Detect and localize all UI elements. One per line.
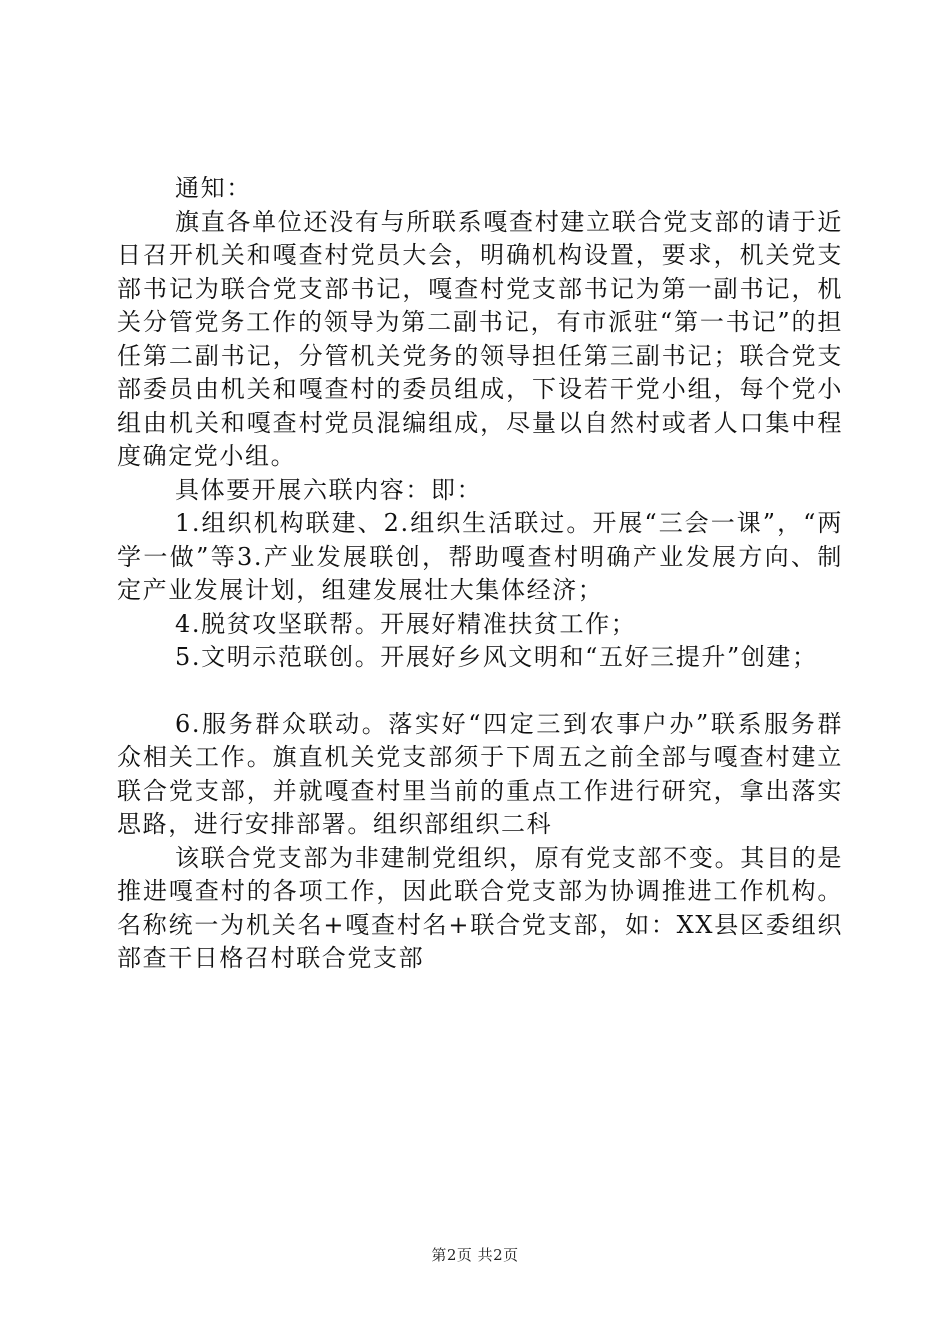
page-footer: 第2页 共2页 (431, 1246, 519, 1264)
list-item-4: 4.脱贫攻坚联帮。开展好精准扶贫工作； (175, 609, 637, 638)
document-body (117, 172, 843, 976)
list-item-1-3: 1.组织机构联建、2.组织生活联过。开展“三会一课”，“两学一做”等3.产业发展联创，帮助嘎查村明确产业发展方向、制定产业发展计划，组建发展壮大集体经济； (117, 509, 843, 604)
list-item-6: 6.服务群众联动。落实好“四定三到农事户办”联系服务群众相关工作。旗直机关党支部须于下周五之前全部与嘎查村建立联合党支部，并就嘎查村里当前的重点工作进行研究，拿出落实思路，进行安排部署。组织部组织二科 (117, 709, 843, 838)
paragraph-requirements: 旗直各单位还没有与所联系嘎查村建立联合党支部的请于近日召开机关和嘎查村党员大会，明确机构设置，要求，机关党支部书记为联合党支部书记，嘎查村党支部书记为第一副书记，机关分管党务工作的领导为第二副书记，有市派驻“第一书记”的担任第二副书记，分管机关党务的领导担任第三副书记；联合党支部委员由机关和嘎查村的委员组成，下设若干党小组，每个党小组由机关和嘎查村党员混编组成，尽量以自然村或者人口集中程度确定党小组。 (117, 207, 843, 470)
list-item-5: 5.文明示范联创。开展好乡风文明和“五好三提升”创建； (175, 643, 818, 671)
notice-heading: 通知： (175, 174, 252, 202)
paragraph-organization-note: 该联合党支部为非建制党组织，原有党支部不变。其目的是推进嘎查村的各项工作，因此联合党支部为协调推进工作机构。名称统一为机关名+嘎查村名+联合党支部，如：XX县区委组织部查干日格召村联合党支部 (117, 843, 843, 972)
paragraph-six-links-intro: 具体要开展六联内容：即： (175, 475, 483, 504)
